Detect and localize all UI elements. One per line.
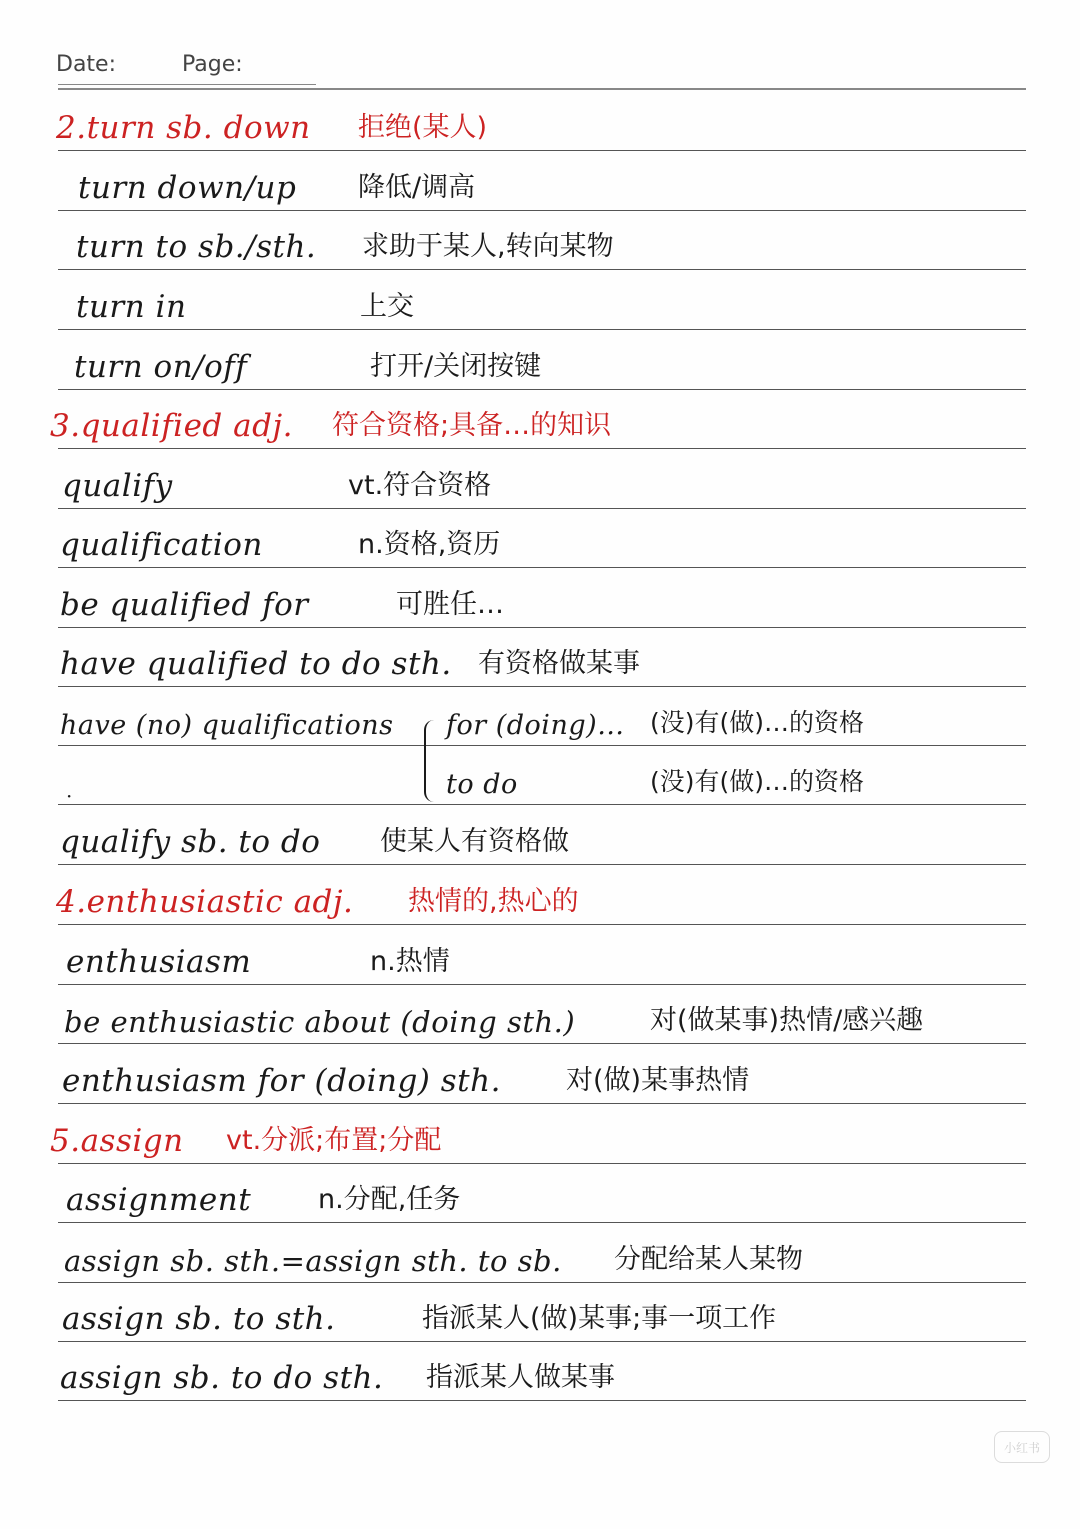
english-phrase: have qualified to do sth. xyxy=(60,646,452,682)
ruled-line xyxy=(58,984,1026,985)
page-header xyxy=(56,52,1026,92)
chinese-meaning: vt.符合资格 xyxy=(348,470,492,501)
note-line xyxy=(0,98,1080,150)
chinese-meaning: 有资格做某事 xyxy=(478,648,640,679)
note-line xyxy=(0,634,1080,686)
note-line xyxy=(0,812,1080,864)
ruled-line xyxy=(58,686,1026,687)
english-phrase: turn to sb./sth. xyxy=(76,229,317,265)
ruled-line xyxy=(58,1043,1026,1044)
chinese-meaning: 降低/调高 xyxy=(358,172,476,203)
ruled-line xyxy=(58,508,1026,509)
english-phrase: qualify xyxy=(62,468,173,504)
english-sub-phrase: for (doing)… xyxy=(446,710,625,741)
note-line xyxy=(0,872,1080,924)
ruled-line xyxy=(58,269,1026,270)
english-phrase: turn in xyxy=(76,289,187,325)
english-phrase: turn down/up xyxy=(78,170,297,206)
english-phrase: be qualified for xyxy=(60,587,309,623)
note-line xyxy=(0,1051,1080,1103)
chinese-meaning: 求助于某人,转向某物 xyxy=(362,231,614,262)
ruled-line xyxy=(58,389,1026,390)
chinese-meaning: (没)有(做)…的资格 xyxy=(650,767,865,796)
ruled-line xyxy=(58,1400,1026,1401)
ruled-line xyxy=(58,1282,1026,1283)
chinese-meaning: 指派某人(做)某事;事一项工作 xyxy=(422,1303,777,1334)
english-phrase: qualify sb. to do xyxy=(60,824,321,860)
note-line xyxy=(0,1348,1080,1400)
chinese-meaning: 热情的,热心的 xyxy=(408,886,579,917)
chinese-meaning: n.资格,资历 xyxy=(358,529,501,560)
chinese-meaning: 指派某人做某事 xyxy=(426,1362,615,1393)
note-line xyxy=(0,693,1080,745)
english-phrase: 5.assign xyxy=(50,1123,184,1159)
note-line xyxy=(0,158,1080,210)
chinese-meaning: 打开/关闭按键 xyxy=(370,351,542,382)
ruled-line xyxy=(58,329,1026,330)
ruled-line xyxy=(58,1341,1026,1342)
english-phrase: enthusiasm xyxy=(66,944,252,980)
note-line xyxy=(0,277,1080,329)
english-phrase: 2.turn sb. down xyxy=(56,110,311,146)
ruled-line xyxy=(58,627,1026,628)
english-sub-phrase: to do xyxy=(446,769,518,800)
note-line xyxy=(0,337,1080,389)
english-phrase: assign sb. sth.=assign sth. to sb. xyxy=(64,1244,562,1278)
ruled-line xyxy=(58,745,1026,746)
ruled-line xyxy=(58,804,1026,805)
english-phrase: enthusiasm for (doing) sth. xyxy=(62,1063,501,1099)
note-line xyxy=(0,752,1080,804)
note-line xyxy=(0,456,1080,508)
ruled-line xyxy=(58,864,1026,865)
note-line xyxy=(0,991,1080,1043)
english-phrase: have (no) qualifications xyxy=(60,710,394,741)
note-line xyxy=(0,396,1080,448)
chinese-meaning: n.分配,任务 xyxy=(318,1184,461,1215)
note-line xyxy=(0,1170,1080,1222)
english-phrase: 3.qualified adj. xyxy=(50,408,293,444)
header-underline xyxy=(58,84,316,85)
ruled-line xyxy=(58,567,1026,568)
header-rule xyxy=(58,88,1026,90)
chinese-meaning: 拒绝(某人) xyxy=(358,112,488,143)
date-label: Date: xyxy=(56,52,116,77)
ruled-line xyxy=(58,1163,1026,1164)
dot-mark: · xyxy=(66,784,73,808)
chinese-meaning: 可胜任… xyxy=(396,589,504,620)
english-phrase: 4.enthusiastic adj. xyxy=(56,884,354,920)
english-phrase: assign sb. to do sth. xyxy=(60,1360,384,1396)
english-phrase: assign sb. to sth. xyxy=(62,1301,336,1337)
chinese-meaning: 上交 xyxy=(360,291,414,322)
english-phrase: qualification xyxy=(60,527,263,563)
note-line xyxy=(0,217,1080,269)
english-phrase: be enthusiastic about (doing sth.) xyxy=(64,1005,576,1039)
english-phrase: turn on/off xyxy=(74,349,248,385)
page-label: Page: xyxy=(182,52,243,77)
chinese-meaning: vt.分派;布置;分配 xyxy=(226,1125,442,1156)
note-line xyxy=(0,515,1080,567)
ruled-line xyxy=(58,210,1026,211)
chinese-meaning: 使某人有资格做 xyxy=(380,826,569,857)
ruled-line xyxy=(58,1222,1026,1223)
chinese-meaning: 对(做某事)热情/感兴趣 xyxy=(650,1005,924,1036)
note-line xyxy=(0,575,1080,627)
chinese-meaning: 符合资格;具备…的知识 xyxy=(332,410,612,441)
note-line xyxy=(0,1289,1080,1341)
chinese-meaning: 对(做)某事热情 xyxy=(566,1065,750,1096)
note-line xyxy=(0,932,1080,984)
chinese-meaning: (没)有(做)…的资格 xyxy=(650,708,865,737)
chinese-meaning: n.热情 xyxy=(370,946,450,977)
note-line xyxy=(0,1230,1080,1282)
ruled-line xyxy=(58,150,1026,151)
english-phrase: assignment xyxy=(66,1182,252,1218)
chinese-meaning: 分配给某人某物 xyxy=(614,1244,803,1275)
brace-mark xyxy=(424,720,438,802)
ruled-line xyxy=(58,448,1026,449)
watermark-logo: 小红书 xyxy=(994,1431,1050,1463)
ruled-line xyxy=(58,1103,1026,1104)
note-line xyxy=(0,1111,1080,1163)
ruled-line xyxy=(58,924,1026,925)
